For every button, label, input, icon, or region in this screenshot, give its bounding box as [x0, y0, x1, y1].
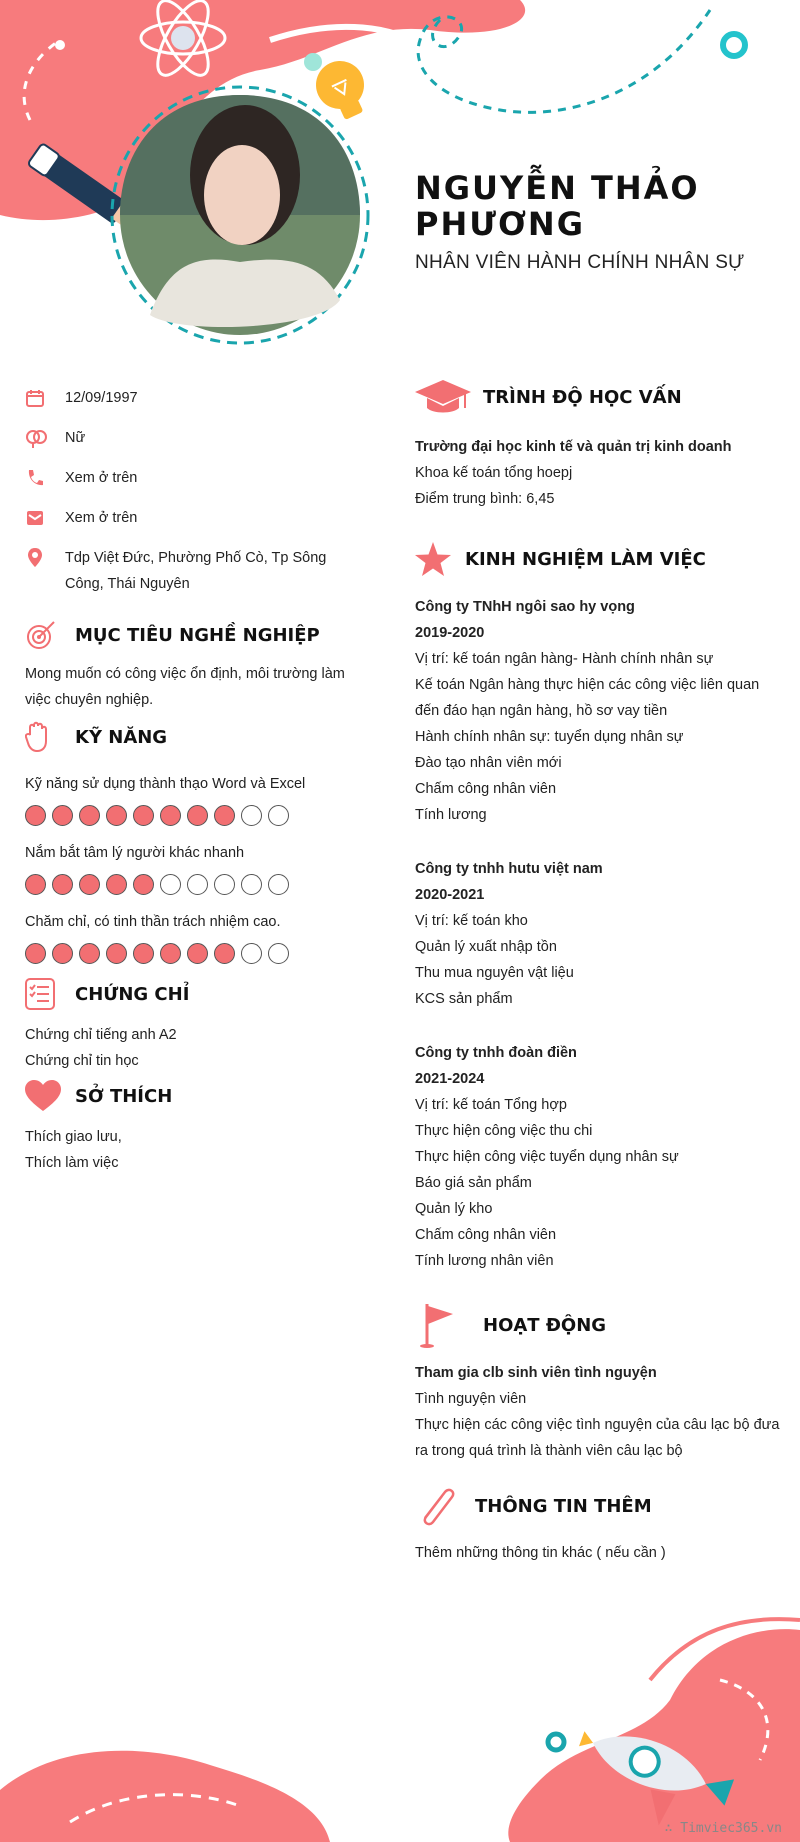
skill-rating — [25, 943, 355, 964]
hobby-item: Thích giao lưu, — [25, 1129, 122, 1145]
activity-org: Tham gia clb sinh viên tình nguyện — [415, 1365, 657, 1381]
job-period: 2020-2021 — [415, 887, 485, 903]
rating-dot-filled — [52, 874, 73, 895]
experience-title: KINH NGHIỆM LÀM VIỆC — [465, 548, 706, 570]
job-entry — [415, 1040, 785, 1274]
job-detail: Chấm công nhân viên — [415, 1227, 557, 1243]
job-company: Công ty TNhH ngôi sao hy vọng — [415, 599, 635, 615]
skill-rating — [25, 874, 355, 895]
contact-row-email — [25, 505, 355, 531]
email-icon — [25, 505, 65, 531]
right-column — [415, 380, 785, 1566]
rating-dot-filled — [106, 805, 127, 826]
skill-name: Nắm bắt tâm lý người khác nhanh — [25, 845, 245, 861]
rating-dot-filled — [160, 805, 181, 826]
rating-dot-empty — [268, 874, 289, 895]
job-detail: Kế toán Ngân hàng thực hiện các công việc liên quan đến đáo hạn ngân hàng, hồ sơ vay tiền — [415, 677, 760, 719]
certificates-list — [25, 1022, 355, 1074]
activities-title: HOẠT ĐỘNG — [483, 1314, 607, 1336]
skill-name: Chăm chỉ, có tinh thần trách nhiệm cao. — [25, 914, 281, 930]
graduation-cap-icon — [415, 380, 483, 414]
flag-icon — [415, 1302, 483, 1348]
rating-dot-empty — [160, 874, 181, 895]
rating-dot-empty — [268, 943, 289, 964]
activity-line: Tình nguyện viên — [415, 1391, 527, 1407]
contact-phone[interactable]: Xem ở trên — [65, 470, 138, 486]
contact-email[interactable]: Xem ở trên — [65, 510, 138, 526]
rating-dot-filled — [133, 874, 154, 895]
hobbies-list — [25, 1124, 355, 1176]
job-detail: Thu mua nguyên vật liệu — [415, 965, 574, 981]
name-line-2: PHƯƠNG — [415, 205, 585, 243]
contact-row-address — [25, 545, 355, 597]
location-icon — [25, 545, 65, 571]
paperclip-icon — [415, 1484, 475, 1528]
job-detail: Vị trí: kế toán kho — [415, 913, 528, 929]
rating-dot-filled — [25, 805, 46, 826]
certificate-item: Chứng chỉ tiếng anh A2 — [25, 1027, 177, 1043]
job-detail: Quản lý kho — [415, 1201, 493, 1217]
rating-dot-filled — [133, 943, 154, 964]
hobby-item: Thích làm việc — [25, 1155, 119, 1171]
extra-header — [415, 1484, 785, 1528]
rating-dot-filled — [160, 943, 181, 964]
experience-list — [415, 594, 785, 1274]
calendar-icon — [25, 385, 65, 411]
job-detail: Chấm công nhân viên — [415, 781, 557, 797]
job-company: Công ty tnhh hutu việt nam — [415, 861, 603, 877]
certificates-title: CHỨNG CHỈ — [75, 983, 190, 1005]
rating-dot-filled — [25, 874, 46, 895]
rating-dot-empty — [268, 805, 289, 826]
rating-dot-filled — [52, 805, 73, 826]
rating-dot-filled — [52, 943, 73, 964]
rating-dot-empty — [241, 874, 262, 895]
rating-dot-filled — [106, 874, 127, 895]
contact-row-birthday — [25, 385, 355, 411]
activities-body — [415, 1360, 785, 1464]
hobbies-title: SỞ THÍCH — [75, 1085, 173, 1107]
job-detail: Vị trí: kế toán Tổng hợp — [415, 1097, 567, 1113]
rating-dot-filled — [106, 943, 127, 964]
job-detail: Vị trí: kế toán ngân hàng- Hành chính nhân sự — [415, 651, 714, 667]
job-detail: Quản lý xuất nhập tồn — [415, 939, 557, 955]
job-detail: Tính lương nhân viên — [415, 1253, 554, 1269]
education-line: Khoa kế toán tổng hoepj — [415, 465, 573, 481]
hand-icon — [25, 721, 75, 753]
contact-row-gender — [25, 425, 355, 451]
contact-row-phone — [25, 465, 355, 491]
job-detail: KCS sản phẩm — [415, 991, 513, 1007]
education-body — [415, 434, 785, 512]
job-entry — [415, 594, 785, 828]
objective-text: Mong muốn có công việc ổn định, môi trường làm việc chuyên nghiệp. — [25, 666, 345, 708]
job-period: 2019-2020 — [415, 625, 485, 641]
job-detail: Thực hiện công việc tuyển dụng nhân sự — [415, 1149, 679, 1165]
name-line-1: NGUYỄN THẢO — [415, 169, 700, 207]
extra-text: Thêm những thông tin khác ( nếu cần ) — [415, 1545, 666, 1561]
phone-icon — [25, 465, 65, 491]
education-header — [415, 380, 785, 414]
job-company: Công ty tnhh đoàn điền — [415, 1045, 577, 1061]
rating-dot-empty — [214, 874, 235, 895]
activities-header — [415, 1302, 785, 1348]
skills-header — [25, 721, 355, 753]
hobbies-header — [25, 1080, 355, 1112]
job-position: NHÂN VIÊN HÀNH CHÍNH NHÂN SỰ — [415, 252, 745, 273]
rating-dot-filled — [187, 943, 208, 964]
target-icon — [25, 619, 75, 651]
contact-address: Tdp Việt Đức, Phường Phố Cò, Tp Sông Công, Thái Nguyên — [65, 550, 327, 592]
rating-dot-filled — [133, 805, 154, 826]
candidate-name — [415, 170, 700, 242]
job-detail: Thực hiện công việc thu chi — [415, 1123, 593, 1139]
job-entry — [415, 856, 785, 1012]
education-line: Điểm trung bình: 6,45 — [415, 491, 555, 507]
contact-gender: Nữ — [65, 430, 86, 446]
rating-dot-filled — [79, 943, 100, 964]
gender-icon — [25, 425, 65, 451]
objective-header — [25, 619, 355, 651]
certificate-item: Chứng chỉ tin học — [25, 1053, 139, 1069]
education-school: Trường đại học kinh tế và quản trị kinh doanh — [415, 439, 732, 455]
job-detail: Đào tạo nhân viên mới — [415, 755, 562, 771]
rating-dot-filled — [214, 943, 235, 964]
contact-info — [25, 385, 355, 597]
job-detail: Báo giá sản phẩm — [415, 1175, 532, 1191]
watermark: ∴ Timviec365.vn — [664, 1821, 782, 1836]
heart-icon — [25, 1080, 75, 1112]
skill-rating — [25, 805, 355, 826]
rating-dot-empty — [187, 874, 208, 895]
star-icon — [415, 542, 465, 576]
job-detail: Tính lương — [415, 807, 487, 823]
rating-dot-filled — [79, 805, 100, 826]
rating-dot-empty — [241, 805, 262, 826]
checklist-icon — [25, 978, 75, 1010]
skill-name: Kỹ năng sử dụng thành thạo Word và Excel — [25, 776, 306, 792]
rating-dot-filled — [187, 805, 208, 826]
rating-dot-filled — [25, 943, 46, 964]
experience-header — [415, 542, 785, 576]
left-column — [25, 385, 355, 1176]
activity-line: Thực hiện các công việc tình nguyện của câu lạc bộ đưa ra trong quá trình là thành viên câu lạc bộ — [415, 1417, 780, 1459]
education-title: TRÌNH ĐỘ HỌC VẤN — [483, 386, 682, 408]
rating-dot-empty — [241, 943, 262, 964]
skills-title: KỸ NĂNG — [75, 726, 168, 748]
skills-list — [25, 771, 355, 964]
job-detail: Hành chính nhân sự: tuyển dụng nhân sự — [415, 729, 684, 745]
objective-title: MỤC TIÊU NGHỀ NGHIỆP — [75, 624, 320, 646]
rating-dot-filled — [214, 805, 235, 826]
certificates-header — [25, 978, 355, 1010]
extra-title: THÔNG TIN THÊM — [475, 1495, 652, 1517]
contact-birthday: 12/09/1997 — [65, 390, 138, 406]
rating-dot-filled — [79, 874, 100, 895]
job-period: 2021-2024 — [415, 1071, 485, 1087]
